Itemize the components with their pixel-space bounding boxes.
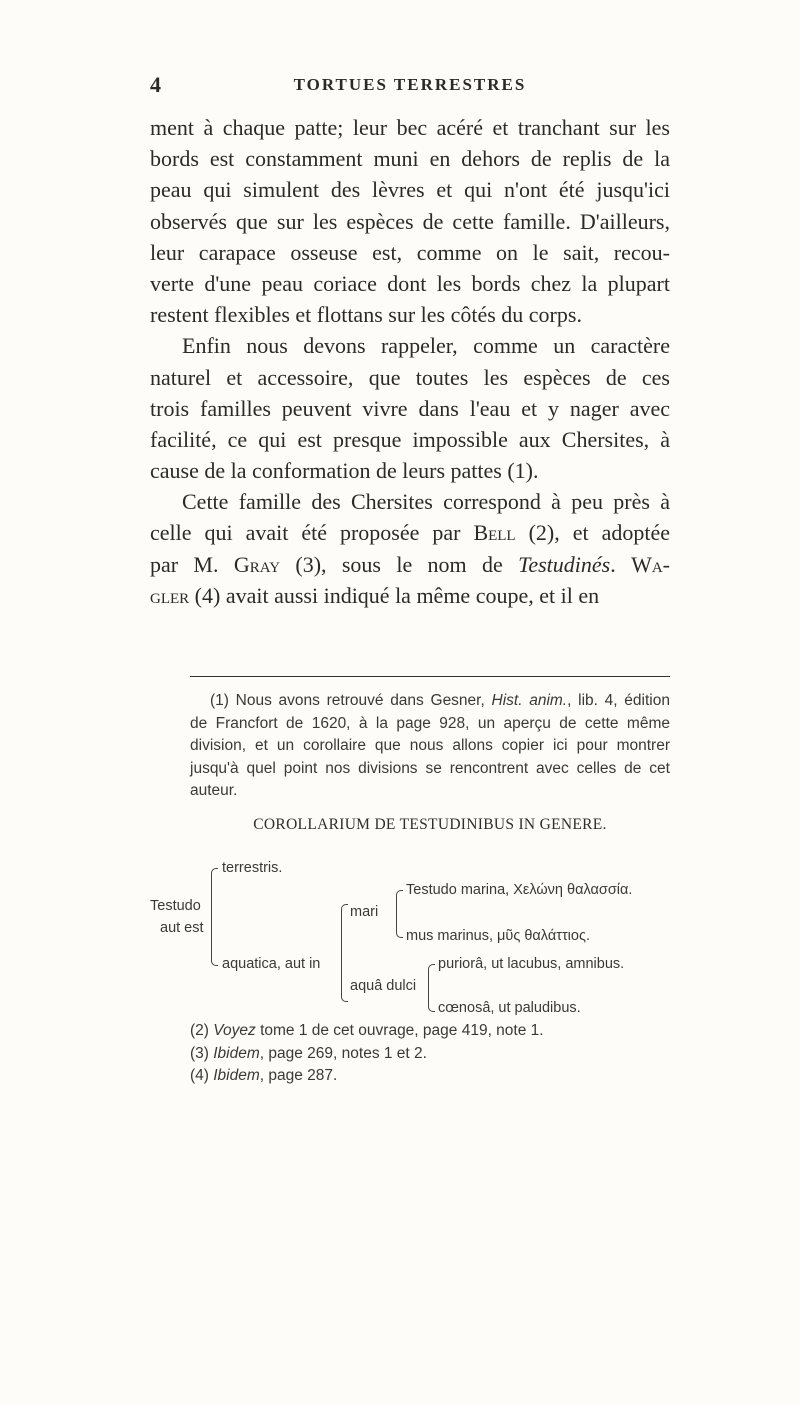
- brace-dulci: [428, 964, 435, 1012]
- note1-work-title: Hist. anim.: [491, 692, 568, 709]
- note1-line-1: [190, 690, 670, 713]
- coroll-aut-est: aut est: [160, 920, 204, 936]
- corollarium-classification: [150, 860, 670, 1016]
- body-line-16: [150, 580, 670, 611]
- coroll-puriora: puriorâ, ut lacubus, amnibus.: [438, 956, 625, 972]
- page-header: [150, 72, 670, 100]
- note4-text: , page 287.: [259, 1067, 338, 1084]
- footnote-3: [190, 1043, 670, 1066]
- note1-line-2: de Francfort de 1620, à la page 928, un aperçu de cette même: [190, 714, 670, 732]
- author-wagler-end: gler: [150, 582, 190, 608]
- author-bell: Bell: [473, 520, 516, 546]
- coroll-mari: mari: [350, 904, 379, 920]
- body-line-15-e: .: [610, 551, 632, 577]
- note3-text: , page 269, notes 1 et 2.: [259, 1044, 427, 1062]
- body-line-12: cause de la conformation de leurs pattes (1).: [150, 458, 539, 484]
- body-line-14: [150, 517, 670, 548]
- footnotes-2-4: [190, 1020, 670, 1088]
- note1-line-3: division, et un corollaire que nous allons copier ici pour montrer: [190, 737, 670, 754]
- note1-line-1-c: , lib. 4, édition: [567, 692, 670, 709]
- body-line-11: facilité, ce qui est presque impossible aux Chersites, à: [150, 426, 670, 452]
- note1-line-1-a: (1) Nous avons retrouvé dans Gesner,: [210, 692, 492, 709]
- body-line-14-c: (2), et adoptée: [515, 520, 670, 546]
- corollarium-title: COROLLARIUM DE TESTUDINIBUS IN GENERE.: [253, 816, 607, 833]
- body-line-13: Cette famille des Chersites correspond à peu près à: [182, 489, 670, 515]
- note2-text: tome 1 de cet ouvrage, page 419, note 1.: [255, 1022, 544, 1039]
- footnote-rule: [190, 676, 670, 677]
- coroll-terrestris: terrestris.: [222, 860, 283, 876]
- author-gray: Gray: [233, 551, 281, 577]
- body-line-15-a: par M.: [150, 551, 234, 577]
- note4-number: (4): [190, 1067, 214, 1084]
- note2-voyez: Voyez: [213, 1022, 256, 1039]
- coroll-mus-marinus: mus marinus, μῦς θαλάττιος.: [406, 928, 590, 944]
- coroll-aqua-dulci: aquâ dulci: [350, 978, 417, 994]
- note2-number: (2): [190, 1022, 214, 1039]
- note4-ibidem: Ibidem: [213, 1067, 260, 1084]
- author-wagler-start: Wa-: [631, 551, 670, 577]
- brace-aquatica: [341, 904, 348, 1002]
- running-head: TORTUES TERRESTRES: [293, 75, 527, 94]
- brace-main: [211, 868, 218, 966]
- body-line-15-c: (3), sous le nom de: [280, 551, 519, 577]
- page-number: 4: [150, 72, 161, 97]
- body-line-6: verte d'une peau coriace dont les bords chez la plupart: [150, 270, 670, 296]
- body-line-15: [150, 549, 670, 580]
- coroll-coenosa: cœnosâ, ut paludibus.: [438, 1000, 581, 1016]
- brace-mari: [396, 890, 403, 938]
- footnote-4: [190, 1065, 670, 1088]
- footnote-2: [190, 1020, 670, 1043]
- note1-line-5: auteur.: [190, 782, 238, 799]
- body-line-4: observés que sur les espèces de cette famille. D'ailleurs,: [150, 208, 670, 234]
- body-line-10: trois familles peuvent vivre dans l'eau et y nager avec: [150, 395, 670, 421]
- footnote-1: [190, 690, 670, 803]
- term-testudines: Testudinés: [518, 551, 611, 577]
- coroll-aquatica: aquatica, aut in: [222, 956, 321, 972]
- coroll-testudo-marina: Testudo marina, Χελώνη θαλασσία.: [406, 882, 633, 898]
- body-line-3: peau qui simulent des lèvres et qui n'ont été jusqu'ici: [150, 177, 670, 203]
- note1-line-4: jusqu'à quel point nos divisions se rencontrent avec celles de cet: [190, 759, 670, 777]
- body-text: [150, 112, 670, 611]
- note3-number: (3): [190, 1044, 214, 1062]
- note3-ibidem: Ibidem: [213, 1044, 260, 1062]
- body-line-14-a: celle qui avait été proposée par: [150, 520, 474, 546]
- body-line-2: bords est constamment muni en dehors de replis de la: [150, 146, 670, 172]
- body-line-16-b: (4) avait aussi indiqué la même coupe, et il en: [189, 582, 600, 608]
- body-line-9: naturel et accessoire, que toutes les espèces de ces: [150, 364, 670, 390]
- coroll-testudo: Testudo: [150, 898, 201, 914]
- body-line-1: ment à chaque patte; leur bec acéré et tranchant sur les: [150, 115, 670, 140]
- body-line-7: restent flexibles et flottans sur les côtés du corps.: [150, 302, 582, 328]
- body-line-5: leur carapace osseuse est, comme on le sait, recou-: [150, 239, 670, 265]
- body-line-8: Enfin nous devons rappeler, comme un caractère: [182, 333, 670, 359]
